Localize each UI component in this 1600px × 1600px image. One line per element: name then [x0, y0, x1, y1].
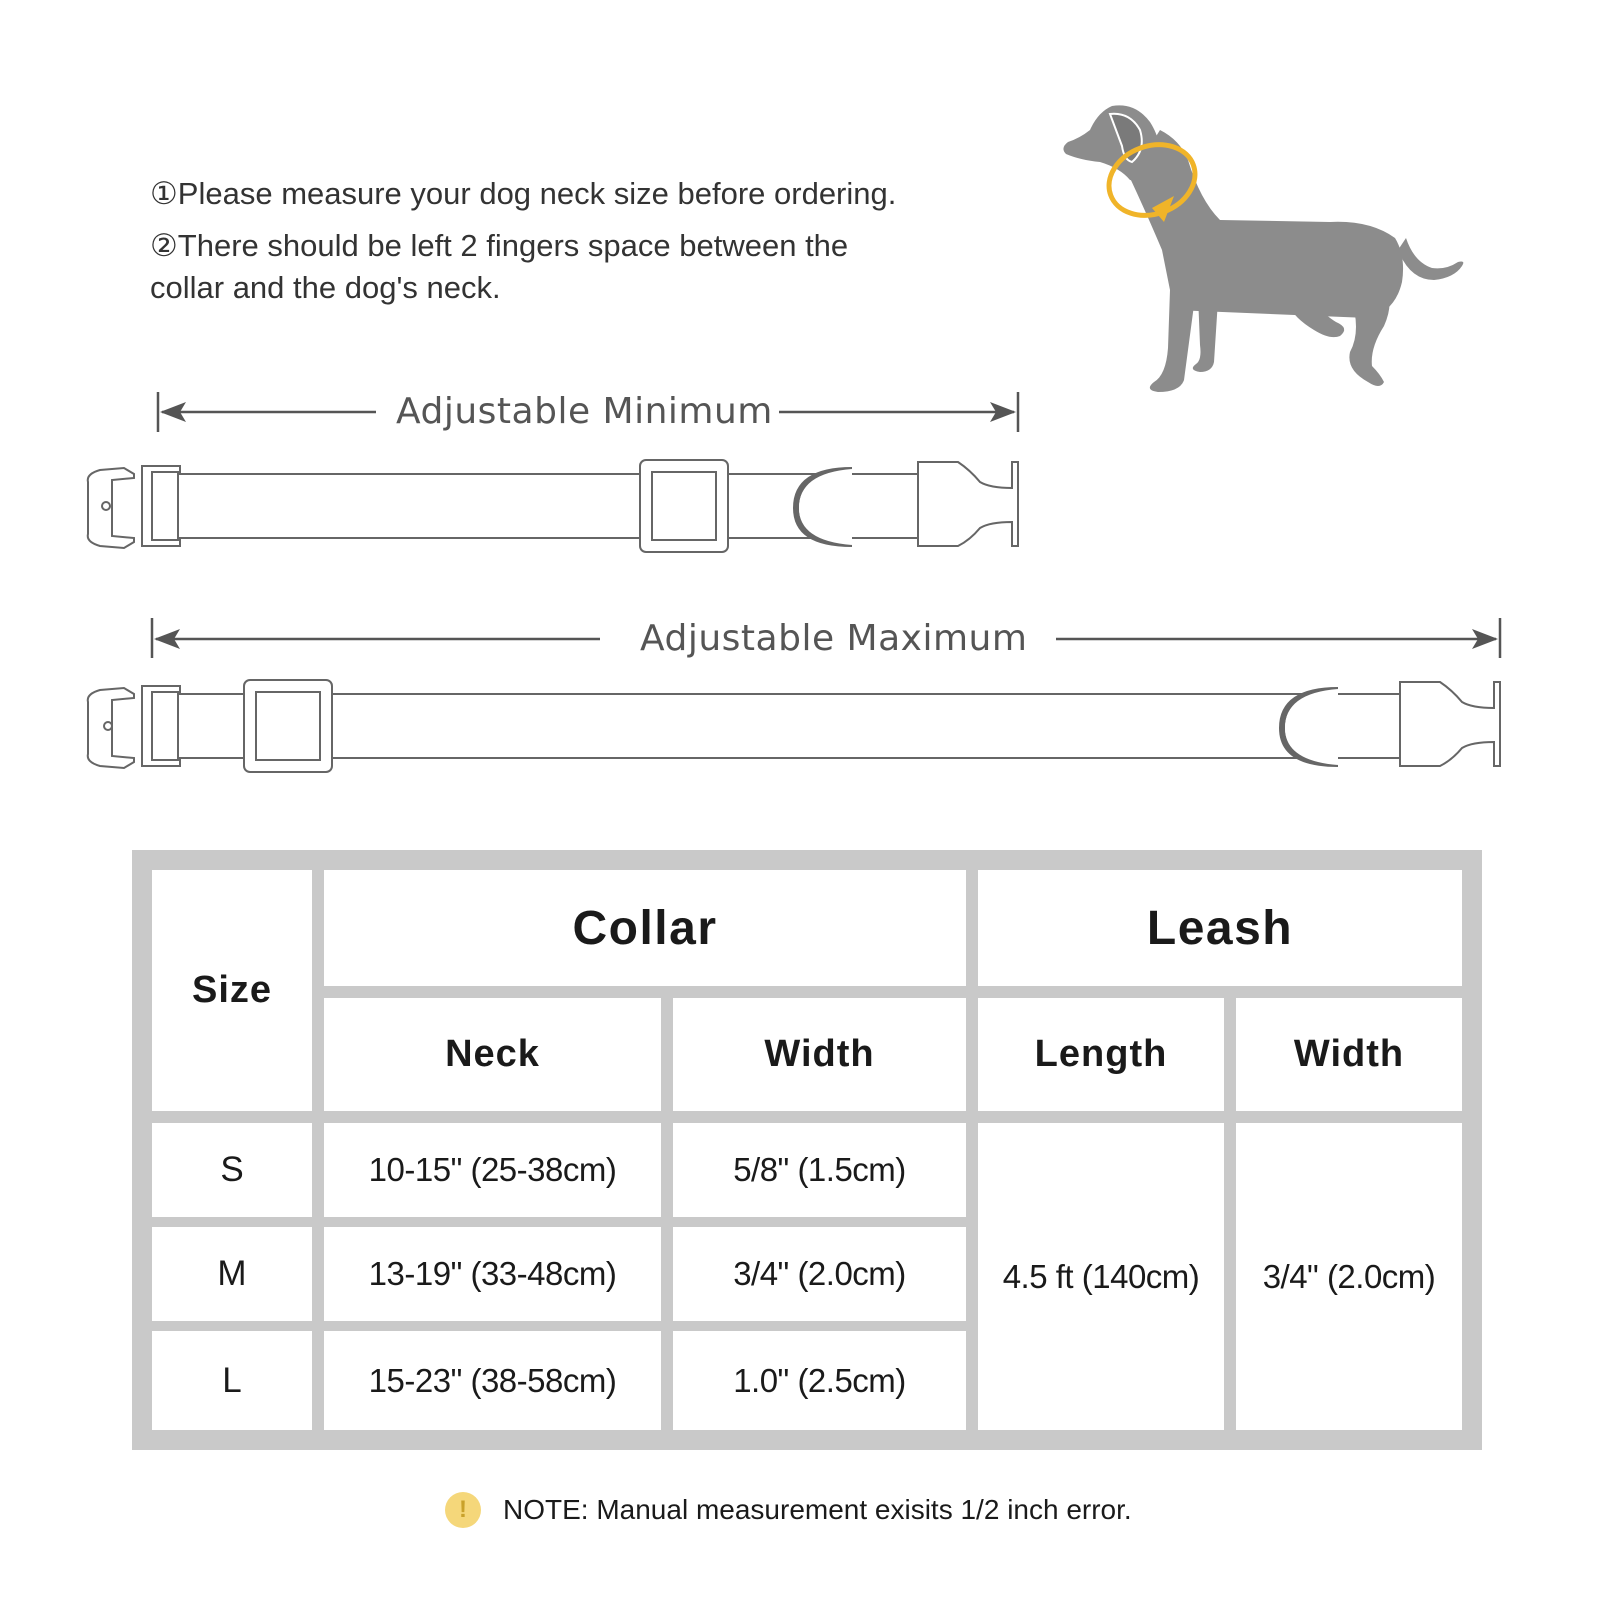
- size-cell-l: L: [152, 1331, 312, 1430]
- neck-cell-s: 10-15" (25-38cm): [324, 1123, 661, 1217]
- leash-header: Leash: [978, 870, 1462, 986]
- measurement-note: [445, 1490, 1132, 1530]
- instruction-line-2: ②There should be left 2 fingers space between the: [150, 228, 849, 263]
- leash-length-cell: 4.5 ft (140cm): [978, 1123, 1224, 1430]
- leash-width-cell: 3/4" (2.0cm): [1236, 1123, 1462, 1430]
- leash-width-header: Width: [1236, 998, 1462, 1111]
- size-cell-m: M: [152, 1227, 312, 1321]
- collar-maximum: [88, 680, 1500, 772]
- collar-neck-header: Neck: [324, 998, 661, 1111]
- adjustable-minimum-label: Adjustable Minimum: [390, 392, 779, 432]
- width-cell-m: 3/4" (2.0cm): [673, 1227, 966, 1321]
- neck-cell-l: 15-23" (38-58cm): [324, 1331, 661, 1430]
- neck-cell-m: 13-19" (33-48cm): [324, 1227, 661, 1321]
- collar-header: Collar: [324, 870, 966, 986]
- size-table: [132, 850, 1482, 1450]
- leash-length-header: Length: [978, 998, 1224, 1111]
- instruction-line-2-continued: collar and the dog's neck.: [150, 270, 501, 305]
- width-cell-s: 5/8" (1.5cm): [673, 1123, 966, 1217]
- adjustable-maximum-label: Adjustable Maximum: [634, 619, 1033, 659]
- note-text: NOTE: Manual measurement exisits 1/2 inch error.: [503, 1494, 1132, 1525]
- width-cell-l: 1.0" (2.5cm): [673, 1331, 966, 1430]
- collar-width-header: Width: [673, 998, 966, 1111]
- instruction-line-1: ①Please measure your dog neck size before ordering.: [150, 176, 897, 211]
- size-cell-s: S: [152, 1123, 312, 1217]
- size-header: Size: [152, 870, 312, 1111]
- warning-icon: !: [445, 1492, 481, 1528]
- collar-minimum: [88, 460, 1018, 552]
